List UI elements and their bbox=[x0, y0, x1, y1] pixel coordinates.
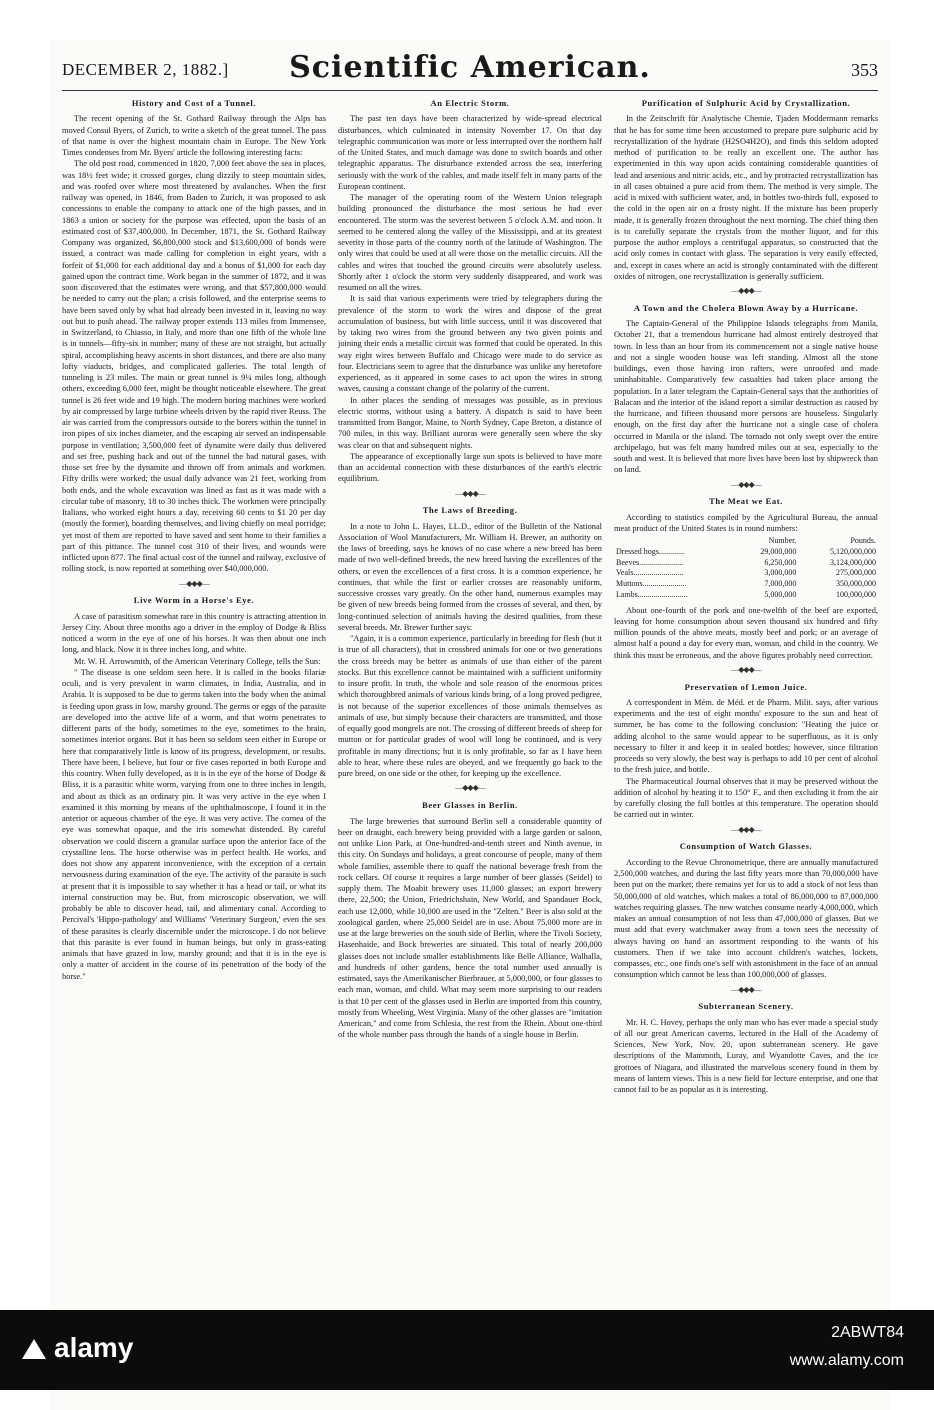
article-title: The Meat we Eat. bbox=[709, 496, 783, 507]
article-paragraph: The manager of the operating room of the Western Union telegraph building pronounced the disturbance the most serious he had ever encountered. The storm was the severest between 5 o'clock A.M. and noon. It seemed to be centered along the valley of the Mississippi, and at its greatest severity in those parts of the country north of the latitude of Washington. The only wires that could be used at all were those on the metallic circuits. All the cables and wires that touched the ground circuits were absolutely useless. Shortly after 1 o'clock the storm very suddenly disappeared, and work was resumed on all the wires. bbox=[338, 193, 602, 293]
article-paragraph: The appearance of exceptionally large sun spots is believed to have more than an accidental connection with these disturbances of the earth's electric equilibrium. bbox=[338, 451, 602, 484]
meat-type: Veals......................... bbox=[616, 568, 684, 578]
section-divider: —◆◆◆— bbox=[455, 783, 485, 793]
meat-number: 6,250,000 bbox=[764, 557, 797, 567]
table-row bbox=[614, 590, 878, 601]
article-paragraph: Mr. H. C. Hovey, perhaps the only man who has ever made a special study of all our great American caverns, lectured in the Hall of the Academy of Sciences, New York, Nov. 20, upon subterranean scenery. He gave descriptions of the Mammoth, Luray, and Wyandotte Caves, and the ice grottoes of Niagara, and illustrated the marvelous scenery found in them by means of lantern views. This is a new field for lecture enterprise, and one that cannot fail to be as popular as it is interesting. bbox=[614, 1017, 878, 1095]
table-header-row bbox=[614, 536, 878, 547]
meat-statistics-table bbox=[614, 536, 878, 600]
article-paragraph: A case of parasitism somewhat rare in this country is attracting attention in Jersey City. About three months ago a driver in the employ of Dodge & Bliss noticed a worm in the eye of one of his horses. It was then about one inch long, and black. Now it is three inches long, and white. bbox=[62, 611, 326, 655]
section-divider: —◆◆◆— bbox=[731, 479, 761, 489]
section-divider: —◆◆◆— bbox=[455, 488, 485, 498]
column-header: Number. bbox=[768, 536, 797, 546]
article-paragraph: In the Zeitschrift für Analytische Chemie, Tjaden Moddermann remarks that he has for some time been accustomed to prepare pure sulphuric acid by recrystallization of the hydrate (H2SO4H2O), and finds this seldom adopted method of purification to be really an excellent one. The author has experimented in this way upon acids containing considerable quantities of lead and arsenious and nitric acids, etc., and by protracted recrystallization has in all cases obtained a pure acid from them. The method is very simple. The acid is mixed with sufficient water, and, in bottles two-thirds full, exposed to the cold in the open air on a frosty night. If the mixture has been properly made, it is generally frozen throughout the next morning. The chief thing then is to carefully separate the crystals from the mother liquor, and for this purpose the author employs a centrifugal apparatus, so constructed that the acid only comes in contact with glass. The separation is very easily effected, and, except in cases where an acid is strongly contaminated with the different oxides of nitrogen, one recrystallization is generally sufficient. bbox=[614, 114, 878, 281]
article-paragraph: The Captain-General of the Philippine Islands telegraphs from Manila, October 21, that a tremendous hurricane had almost entirely destroyed that town. In less than an hour from its commencement not a single native house and not a single wooden house was left standing. Almost all the stone buildings, even those having iron rafters, were unroofed and made uninhabitable. Comparatively few casualties had taken place among the population. In a later telegram the Captain-General says that the authorities of Balacan and the interior of the island report a similar destruction as caused by the hurricane, and fifteen thousand more persons are houseless. Singularly enough, on the first day after the hurricane not a single case of cholera occurred in Manila or the island. The tornado not only swept over the entire archipelago, but was felt many hundred miles out at sea, especially to the south and west. It is believed that more lives have been lost by shipwreck than on land. bbox=[614, 319, 878, 475]
masthead-title: Scientific American. bbox=[289, 50, 651, 85]
article-paragraph: The past ten days have been characterized by wide-spread electrical disturbances, which culminated in intensity November 17. On that day telegraphic communication was more or less interrupted over the northern half of the United States, and much damage was done to switch boards and other telegraphic apparatus. The disturbance extended across the sea, interfering seriously with the work of the cables, and made itself felt in many parts of the European continent. bbox=[338, 114, 602, 191]
column-1 bbox=[62, 98, 326, 982]
article-paragraph: It is said that various experiments were tried by telegraphers during the prevalence of the storm to work the wires and dispose of the great accumulation of business, but with little success, until it was discovered that by taking two wires from the ground between any two given points and joining their ends a metallic circuit was formed that could be operated. In this way eight wires between Buffalo and Chicago were made to do service as four. Electricians seem to agree that the disturbance was unlike any heretofore experienced, as it appeared in some cases to act upon the wires in strong waves, causing a constant change of the polarity of the current. bbox=[338, 294, 602, 394]
table-row bbox=[614, 558, 878, 569]
watermark-banner bbox=[0, 1310, 934, 1390]
section-divider: —◆◆◆— bbox=[179, 578, 209, 588]
meat-pounds: 5,120,000,000 bbox=[830, 547, 876, 557]
article-paragraph: The recent opening of the St. Gothard Railway through the Alps has moved Consul Byers, of Zurich, to write a sketch of the great tunnel. The pass of that name is over the highest mountain chain in Europe. The New York Times condenses from Mr. Byers' article the following interesting facts: bbox=[62, 114, 326, 158]
meat-pounds: 100,000,000 bbox=[836, 589, 876, 599]
article-paragraph: According to statistics compiled by the Agricultural Bureau, the annual meat product of the United States is in round numbers: bbox=[614, 512, 878, 534]
article-title: History and Cost of a Tunnel. bbox=[131, 98, 257, 108]
alamy-logo[interactable] bbox=[22, 1332, 133, 1364]
meat-type: Lambs......................... bbox=[616, 589, 688, 599]
site-link[interactable]: www.alamy.com bbox=[789, 1352, 904, 1369]
meat-number: 29,000,000 bbox=[760, 547, 797, 557]
image-id: 2ABWT84 bbox=[831, 1324, 904, 1341]
meat-number: 3,000,000 bbox=[764, 568, 797, 578]
meat-type: Muttons...................... bbox=[616, 579, 687, 589]
meat-type: Beeves...................... bbox=[616, 557, 684, 567]
article-paragraph: " The disease is one seldom seen here. It is called in the books filariæ oculi, and is very prevalent in warm climates, in India, Australia, and in Arabia. It is supposed to be due to germs taken into the body when the animal is feeding upon grass in low, marshy ground. The germs or eggs of the parasite are developed into the active life of a worm, and that worm penetrates to different parts of the body, sometimes to the eye, sometimes to the brain, sometimes interior organs. But it has been so seldom seen either in Europe or here that comparatively little is know of its progress, development, or results. There have been, I believe, but four or five cases reported in both Europe and this country. When fully developed, as it is in the eye of the horse of Dodge & Bliss, it is a parasitic white worm, varying from one to three inches in length, and about as thick as an ordinary pin. It was very active in the eye when I examined it this morning by means of the ophthalmoscope, I found it in the anterior or aqueous chamber of the eye. It was very active. The cornea of the eye was somewhat opaque, and the iris somewhat distended. By careful observation we could discern a granular surface upon the anterior face of the crystalline lens. The horse otherwise was in perfect health. He works, and does not show any apparent inconvenience, with the exception of a certain nervousness during examination of the eye. The activity of the parasite is such at present that it is impossible to say whether it has a head or tail, or what its internal construction may be. But, from microscopic observation, we will probably be able to discover head, tail, and alimentary canal. According to Percival's 'Hippo-pathology' and Williams' 'Veterinary Surgeon,' even the sex of these parasites is clearly discernible under the microscope. I do not believe that this parasite is ever found in human beings, but only in grass-eating animals that have grazed in low, marshy ground; and that it is in the eye is only a matter of accident in the course of its penetration of the body of the horse." bbox=[62, 667, 326, 981]
page-number: 353 bbox=[851, 60, 878, 80]
meat-number: 5,000,000 bbox=[764, 589, 797, 599]
article-title: An Electric Storm. bbox=[430, 98, 510, 108]
table-row bbox=[614, 568, 878, 579]
section-divider: —◆◆◆— bbox=[731, 286, 761, 296]
article-paragraph: Mr. W. H. Arrowsmith, of the American Veterinary College, tells the Sun: bbox=[74, 656, 321, 666]
section-divider: —◆◆◆— bbox=[731, 984, 761, 994]
issue-date: DECEMBER 2, 1882.] bbox=[62, 60, 229, 79]
article-title: A Town and the Cholera Blown Away by a Hurricane. bbox=[633, 302, 859, 313]
page-header bbox=[62, 50, 878, 91]
newspaper-page bbox=[50, 40, 890, 1410]
meat-pounds: 350,000,000 bbox=[836, 579, 876, 589]
article-paragraph: About one-fourth of the pork and one-twelfth of the beef are exported, leaving for home consumption about seven thousand six hundred and fifty million pounds of the above meats, mostly beef and pork; or an average of almost half a pound a day for every man, woman, and child in the country. We think this must be erroneous, and the above figures probably need correction. bbox=[614, 605, 878, 660]
article-title: Preservation of Lemon Juice. bbox=[684, 681, 808, 692]
article-paragraph: "Again, it is a common experience, particularly in breeding for flesh (but it is true of all characters), that in crossbred animals for one or two generations the cross breeds may be better as animals of use than either of the parent stocks. But this excellence cannot be maintained with a sufficient uniformity to insure profit. In truth, the whole and sole reason of the enormous prices which thoroughbred animals of various kinds bring, of a long proved pedigree, is not because of the superior excellences of those animals themselves as animals of use, but simply because their characters are transmitted, and those of equally good mongrels are not. The crossing of different breeds of sheep for mutton or for particular grades of wool will long be continued, and is very profitable in many directions; but it is only profitable, so far as I have been able to hear, where these rules are obeyed, and we frequently go back to the pure breed, on one side or the other, for keeping up the excellence. bbox=[338, 634, 602, 779]
section-divider: —◆◆◆— bbox=[731, 664, 761, 674]
column-2 bbox=[338, 98, 602, 1041]
article-title: Beer Glasses in Berlin. bbox=[422, 800, 518, 811]
table-row bbox=[614, 579, 878, 590]
article-title: Subterranean Scenery. bbox=[698, 1001, 794, 1012]
logo-triangle-icon bbox=[22, 1339, 46, 1359]
logo-text: alamy bbox=[54, 1332, 134, 1363]
column-header: Pounds. bbox=[850, 536, 876, 546]
article-paragraph: According to the Revue Chronometrique, there are annually manufactured 2,500,000 watches, and during the last fifty years more than 70,000,000 have been put on the market; there remains yet for us to add a stock of not less than 50,000,000 of old watches, which makes a total of 86,000,000 to 87,000,000 watches requiring glasses. The new watches consume nearly 4,000,000, which makes an annual consumption of not less than 47,000,000 of glasses. But we must add that every watchmaker away from a town sees the necessity of always having on hand an assortment responding to the wants of his customers. Then if we take into account children's watches, lockets, compasses, etc., one finds one's self with astonishment in the face of an annual consumption which cannot be less than 100,000,000 of glasses. bbox=[614, 857, 878, 980]
column-3 bbox=[614, 98, 878, 1095]
meat-number: 7,000,000 bbox=[764, 579, 797, 589]
meat-pounds: 3,124,000,000 bbox=[830, 557, 876, 567]
article-paragraph: The Pharmaceutical Journal observes that it may be preserved without the addition of alcohol by heating it to 150° F., and then excluding it from the air by carefully closing the full bottles at this temperature. The operation should be carried out in winter. bbox=[614, 776, 878, 820]
article-title: Consumption of Watch Glasses. bbox=[679, 841, 813, 852]
meat-type: Dressed hogs............. bbox=[616, 547, 685, 557]
article-paragraph: A correspondent in Mém. de Méd. et de Pharm. Milit. says, after various experiments and the test of eight months' exposure to the sun and heat of summer, he has come to the following conclusion: "Heating the juice or adding alcohol to the same would appear to be superfluous, as it is only necessary to filter it and keep it in sealed bottles; however, since filtration proceeds so very slowly, the best way is perhaps to add 10 per cent of alcohol to the fresh juice, and bottle. bbox=[614, 697, 878, 775]
article-paragraph: The old post road, commenced in 1820, 7,000 feet above the sea in places, was 18½ feet wide; it crossed gorges, clung dizzily to steep mountain sides, and was roofed over where most threatened by avalanches. When the first railway was opened, in 1846, from Baden to Zurich, it was proposed to ask concessions to enable the company to attack one of the high passes, and in 1863 a union or society for the purpose was effected, upon the basis of an estimated cost of $37,400,000. In December, 1871, the St. Gothard Railway Company was organized, $6,800,000 stock and $13,600,000 of bonds were issued, a contract was made calling for completion in eight years, with a forfeit of $1,000 for each additional day and a bonus of $1,000 for each day gained upon the contract time. Work began in the summer of 1872, and it was soon discovered that the estimates were wrong, and that $57,800,000 would be needed to carry out the plan; a crisis followed, and the enterprise seems to have been saved only by what had already been invested in it, leaving no way out but to push ahead. The railway proper extends 113 miles from Immensee, in Switzerland, to Chiasso, in Italy, and more than one fifth of the whole line is in tunnels—fifty-six in number; many of these are not straight, but actually spiral, accomplishing heavy ascents in short distances, and there are also many lofty viaducts, bridges, and complicated galleries. The total length of tunneling is 23 miles. The main or great tunnel is 9¼ miles long, although others, exceeding 6,000 feet, might be thought noticeable elsewhere. The great tunnel is 26 feet wide and 19 high. The modern boring machines were worked by air compressed by large turbine wheels driven by the rapid river Reuss. The air was carried from the compressors outside to the borers within the tunnel in iron pipes of six inches diameter, and the escaping air served an indispensable purpose in ventilation; 3,500,000 feet of dynamite were daily thus delivered and set free, pushing back and out of the tunnel the bad natural gases, with those set free by the dynamite and thrown off from animals and workmen. Fifty drills were worked; the usual daily advance was 21 feet, working from both ends, and the whole excavation was lined as fast as it was made with a circular tube of masonry, 18 to 30 inches thick. The workmen were principally Italians, who worked eight hours a day, receiving 60 cents to $1 20 per day (mostly the former), boarding themselves, and living chiefly on meal porridge; yet most of them are reported to have saved and sent home to their families a part of this pittance. The tunnel cost 310 of their lives, and wounds were inflicted upon 877. The final actual cost of the tunnel and railway, exclusive of rolling stock, is now reported at something over $40,000,000. bbox=[62, 159, 326, 574]
section-divider: —◆◆◆— bbox=[731, 824, 761, 834]
article-paragraph: In a note to John L. Hayes, LL.D., editor of the Bulletin of the National Association of Wool Manufacturers, Mr. William H. Brewer, an authority on the laws of breeding, says he knows of no case where a new breed has been made of two well-defined breeds, the new breed having the excellences of the others, or even the excellences of a first cross. It is a common experience, he continues, that while the first or earlier crosses are reasonably uniform, successive crosses vary greatly. On the other hand, numerous examples may be given of new breeds being formed from the crosses of several, and then, by long-continued selection of animals having the desired qualities, from these several breeds. Mr. Brewer further says: bbox=[338, 521, 602, 632]
article-paragraph: The large breweries that surround Berlin sell a considerable quantity of beer on draught, each brewery being provided with a large garden or saloon, not unlike Lion Park, at One-hundred-and-tenth street and Ninth avenue, in this city. On Sundays and holidays, a great concourse of people, many of them whole families, assemble there to quaff the national beverage fresh from the rock cellars. Of course it requires a large number of beer glasses (Seidel) to supply them. The Moabit brewery uses 11,000 glasses; an export brewery there, 22,500; the Union, Friedrichshain, New World, and Spandauer Bock, each use 12,000, while 10,000 are used in the "Zelten." Beer is also sold at the zoological garden, where 25,000 Seidel are in use. About 75,000 more are in use at the large breweries on the south side of Berlin, where the Tivoli Society, Hasenhaide, and Bock breweries are situated. This total of nearly 200,000 glasses does not include smaller establishments like Belle Alliance, Walhalla, and hundreds of other gardens, hence the total number used annually is estimated, says the Amerikanischer Bierbrauer, at 5,000,000, or four glasses to each man, woman, and child. What may seem more surprising to our readers is that 10 per cent of the glasses used in Berlin are imported from this country, mostly from Wheeling, West Virginia. Many of the other glasses are "imitation American," and come from Schlesia, the rest from the Rhein. About one-third of the whole number pass through the hands of a single house in Berlin. bbox=[338, 816, 602, 1040]
meat-pounds: 275,000,000 bbox=[836, 568, 876, 578]
article-title: Purification of Sulphuric Acid by Crystallization. bbox=[641, 98, 851, 108]
article-title: The Laws of Breeding. bbox=[422, 505, 518, 516]
article-paragraph: In other places the sending of messages was possible, as in previous electric storms, without using a battery. A dispatch is said to have been transmitted from Bangor, Maine, to North Sydney, Cape Breton, a distance of 700 miles, in this way. Brilliant auroras were generally seen where the sky was clear on that and subsequent nights. bbox=[338, 395, 602, 450]
article-title: Live Worm in a Horse's Eye. bbox=[133, 595, 255, 606]
table-row bbox=[614, 547, 878, 558]
